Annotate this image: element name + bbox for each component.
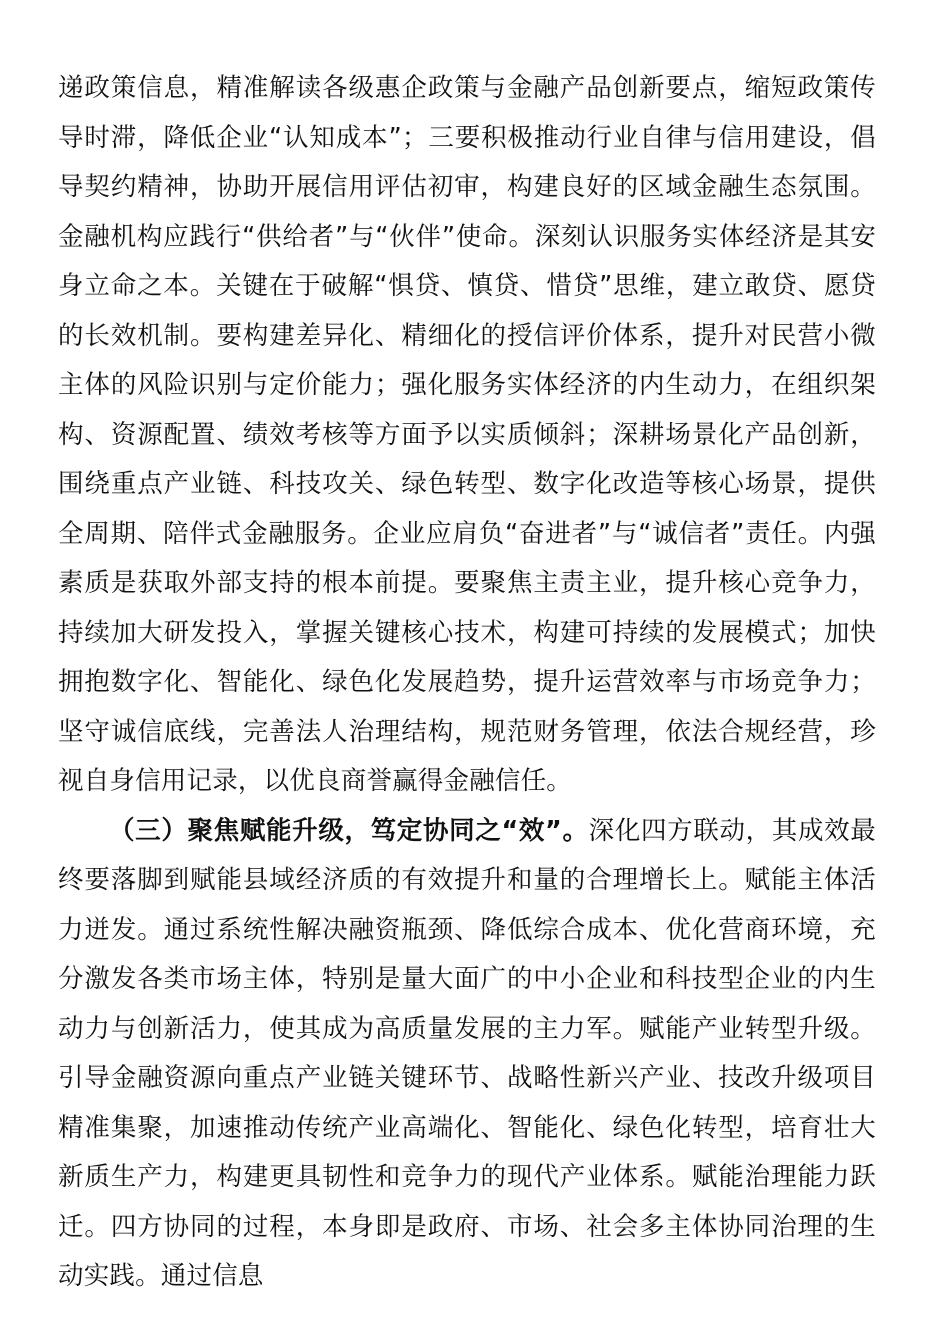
body-paragraph-2-text: 深化四方联动，其成效最终要落脚到赋能县域经济质的有效提升和量的合理增长上。赋能主体活力迸发。通过系统性解决融资瓶颈、降低综合成本、优化营商环境，充分激发各类市场主体，特别是量大面广的中小企业和科技型企业的内生动力与创新活力，使其成为高质量发展的主力军。赋能产业转型升级。引导金融资源向重点产业链关键环节、战略性新兴产业、技改升级项目精准集聚，加速推动传统产业高端化、智能化、绿色化转型，培育壮大新质生产力，构建更具韧性和竞争力的现代产业体系。赋能治理能力跃迁。四方协同的过程，本身即是政府、市场、社会多主体协同治理的生动实践。通过信息 (58, 815, 877, 1291)
body-paragraph-1: 递政策信息，精准解读各级惠企政策与金融产品创新要点，缩短政策传导时滞，降低企业“认知成本”；三要积极推动行业自律与信用建设，倡导契约精神，协助开展信用评估初审，构建良好的区域金融生态氛围。金融机构应践行“供给者”与“伙伴”使命。深刻认识服务实体经济是其安身立命之本。关键在于破解“惧贷、慎贷、惜贷”思维，建立敢贷、愿贷的长效机制。要构建差异化、精细化的授信评价体系，提升对民营小微主体的风险识别与定价能力；强化服务实体经济的内生动力，在组织架构、资源配置、绩效考核等方面予以实质倾斜；深耕场景化产品创新，围绕重点产业链、科技攻关、绿色转型、数字化改造等核心场景，提供全周期、陪伴式金融服务。企业应肩负“奋进者”与“诚信者”责任。内强素质是获取外部支持的根本前提。要聚焦主责主业，提升核心竞争力，持续加大研发投入，掌握关键核心技术，构建可持续的发展模式；加快拥抱数字化、智能化、绿色化发展趋势，提升运营效率与市场竞争力；坚守诚信底线，完善法人治理结构，规范财务管理，依法合规经营，珍视自身信用记录，以优良商誉赢得金融信任。 (58, 73, 876, 796)
body-paragraph-2 (58, 807, 876, 1302)
section-heading-3: （三）聚焦赋能升级，笃定协同之“效”。 (109, 815, 589, 846)
document-page (58, 64, 876, 1302)
